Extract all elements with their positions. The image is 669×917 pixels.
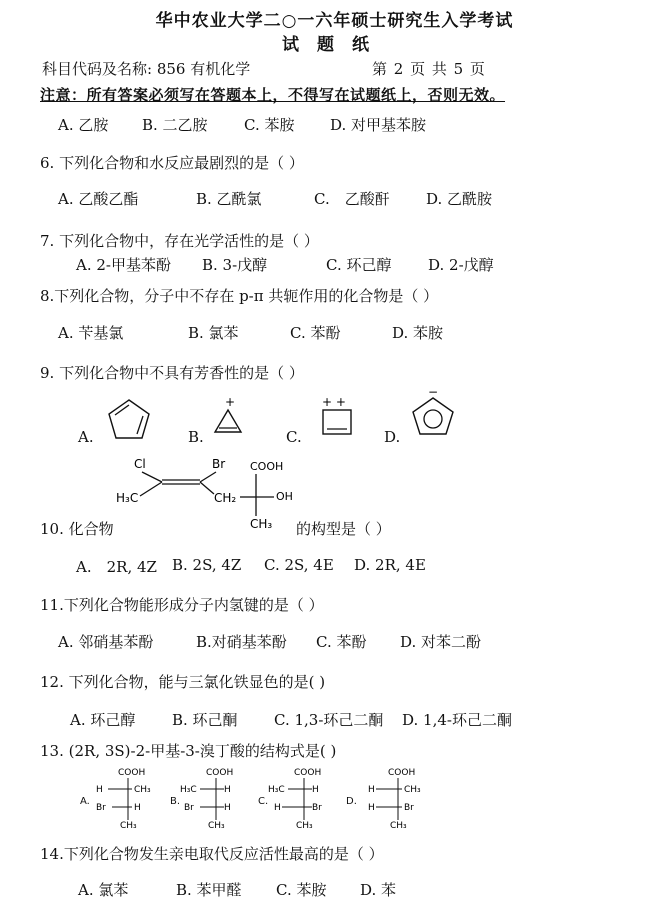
q13-a-left2: Br bbox=[96, 803, 106, 813]
q14-option-b: B. 苯甲醛 bbox=[176, 881, 242, 899]
q13-a-top: COOH bbox=[118, 768, 146, 778]
q13-d-right2: Br bbox=[404, 803, 414, 813]
q8-option-b: B. 氯苯 bbox=[188, 324, 239, 342]
exam-subtitle: 试题纸 bbox=[282, 35, 387, 55]
q9-d-charge: − bbox=[428, 386, 439, 399]
q10-text-tail: 的构型是（ ） bbox=[296, 520, 391, 538]
q12-option-a: A. 环己醇 bbox=[70, 711, 136, 729]
q13-b-right2: H bbox=[224, 803, 231, 813]
q7-option-d: D. 2-戊醇 bbox=[428, 256, 494, 274]
q8-text: 8.下列化合物，分子中不存在 p-π 共轭作用的化合物是（ ） bbox=[40, 287, 439, 305]
q8-option-a: A. 苄基氯 bbox=[58, 324, 124, 342]
q9-option-a-label: A. bbox=[78, 428, 94, 446]
q14-option-d: D. 苯 bbox=[360, 881, 397, 899]
q10-br: Br bbox=[212, 457, 226, 471]
q5-option-b: B. 二乙胺 bbox=[142, 116, 208, 134]
page-info: 第 2 页 共 5 页 bbox=[372, 60, 486, 78]
q10-cl: Cl bbox=[134, 457, 146, 471]
q13-structure-c bbox=[268, 766, 340, 832]
q9-option-d-label: D. bbox=[384, 428, 401, 446]
q10-ch3-bottom: CH₃ bbox=[250, 517, 273, 531]
q9-structure-d bbox=[408, 386, 458, 438]
q13-c-right2: Br bbox=[312, 803, 322, 813]
q14-text: 14.下列化合物发生亲电取代反应活性最高的是（ ） bbox=[40, 845, 384, 863]
q13-b-left2: Br bbox=[184, 803, 194, 813]
exam-title: 华中农业大学二○一六年硕士研究生入学考试 bbox=[155, 11, 514, 31]
q13-d-bottom: CH₃ bbox=[390, 821, 407, 831]
q5-option-d: D. 对甲基苯胺 bbox=[330, 116, 427, 134]
q7-option-b: B. 3-戊醇 bbox=[202, 256, 268, 274]
q9-option-c-label: C. bbox=[286, 428, 302, 446]
q11-option-d: D. 对苯二酚 bbox=[400, 633, 482, 651]
q13-a-right1: CH₃ bbox=[134, 785, 151, 795]
q9-text: 9. 下列化合物中不具有芳香性的是（ ） bbox=[40, 364, 304, 382]
q11-option-c: C. 苯酚 bbox=[316, 633, 367, 651]
q9-b-charge: + bbox=[225, 395, 236, 409]
q13-a-bottom: CH₃ bbox=[120, 821, 137, 831]
q13-a-right2: H bbox=[134, 803, 141, 813]
q13-c-left2: H bbox=[274, 803, 281, 813]
q12-text: 12. 下列化合物，能与三氯化铁显色的是( ) bbox=[40, 673, 326, 691]
q6-option-a: A. 乙酸乙酯 bbox=[58, 190, 139, 208]
q13-c-bottom: CH₃ bbox=[296, 821, 313, 831]
q6-text: 6. 下列化合物和水反应最剧烈的是（ ） bbox=[40, 154, 304, 172]
q13-option-c-label: C. bbox=[258, 796, 269, 807]
q7-option-a: A. 2-甲基苯酚 bbox=[76, 256, 171, 274]
q10-option-c: C. 2S, 4E bbox=[264, 556, 334, 574]
q13-a-left1: H bbox=[96, 785, 103, 795]
q13-b-left1: H₃C bbox=[180, 785, 197, 795]
q10-text: 10. 化合物 bbox=[40, 520, 114, 538]
q13-d-right1: CH₃ bbox=[404, 785, 421, 795]
q5-option-a: A. 乙胺 bbox=[58, 116, 109, 134]
q13-option-d-label: D. bbox=[346, 796, 357, 807]
q13-structure-a bbox=[92, 766, 164, 832]
q11-option-b: B.对硝基苯酚 bbox=[196, 633, 287, 651]
q13-b-top: COOH bbox=[206, 768, 234, 778]
q9-structure-b bbox=[210, 394, 246, 440]
q6-option-d: D. 乙酰胺 bbox=[426, 190, 493, 208]
q6-option-c: C. 乙酸酐 bbox=[314, 190, 390, 208]
q14-option-a: A. 氯苯 bbox=[78, 881, 129, 899]
q13-text: 13. (2R, 3S)-2-甲基-3-溴丁酸的结构式是( ) bbox=[40, 742, 337, 760]
q13-b-bottom: CH₃ bbox=[208, 821, 225, 831]
q11-option-a: A. 邻硝基苯酚 bbox=[58, 633, 154, 651]
q10-option-b: B. 2S, 4Z bbox=[172, 556, 242, 574]
q12-option-c: C. 1,3-环己二酮 bbox=[274, 711, 384, 729]
q8-option-d: D. 苯胺 bbox=[392, 324, 444, 342]
q10-structure bbox=[116, 450, 306, 532]
q13-option-a-label: A. bbox=[80, 796, 90, 807]
q13-structure-d bbox=[362, 766, 434, 832]
q10-ch2: CH₂ bbox=[214, 491, 237, 505]
q9-structure-c bbox=[318, 394, 358, 440]
q10-option-d: D. 2R, 4E bbox=[354, 556, 426, 574]
q10-ch3-left: H₃C bbox=[116, 491, 139, 505]
q13-d-left2: H bbox=[368, 803, 375, 813]
q13-option-b-label: B. bbox=[170, 796, 181, 807]
q5-option-c: C. 苯胺 bbox=[244, 116, 295, 134]
q8-option-c: C. 苯酚 bbox=[290, 324, 341, 342]
q9-c-charges: + + bbox=[322, 395, 346, 409]
q14-option-c: C. 苯胺 bbox=[276, 881, 327, 899]
q7-option-c: C. 环己醇 bbox=[326, 256, 392, 274]
q9-structure-a bbox=[104, 396, 154, 442]
q9-option-b-label: B. bbox=[188, 428, 204, 446]
q13-d-left1: H bbox=[368, 785, 375, 795]
q6-option-b: B. 乙酰氯 bbox=[196, 190, 262, 208]
q10-cooh: COOH bbox=[250, 460, 284, 473]
q13-c-top: COOH bbox=[294, 768, 322, 778]
q10-option-a: A. 2R, 4Z bbox=[76, 558, 157, 576]
q13-d-top: COOH bbox=[388, 768, 416, 778]
q13-c-left1: H₃C bbox=[268, 785, 285, 795]
notice: 注意：所有答案必须写在答题本上，不得写在试题纸上，否则无效。 bbox=[40, 86, 506, 104]
q13-b-right1: H bbox=[224, 785, 231, 795]
q7-text: 7. 下列化合物中，存在光学活性的是（ ） bbox=[40, 232, 319, 250]
subject-info: 科目代码及名称: 856 有机化学 bbox=[42, 60, 251, 78]
q12-option-b: B. 环己酮 bbox=[172, 711, 238, 729]
q13-structure-b bbox=[180, 766, 252, 832]
q12-option-d: D. 1,4-环己二酮 bbox=[402, 711, 512, 729]
q13-c-right1: H bbox=[312, 785, 319, 795]
q11-text: 11.下列化合物能形成分子内氢键的是（ ） bbox=[40, 596, 324, 614]
q10-oh: OH bbox=[276, 490, 293, 503]
